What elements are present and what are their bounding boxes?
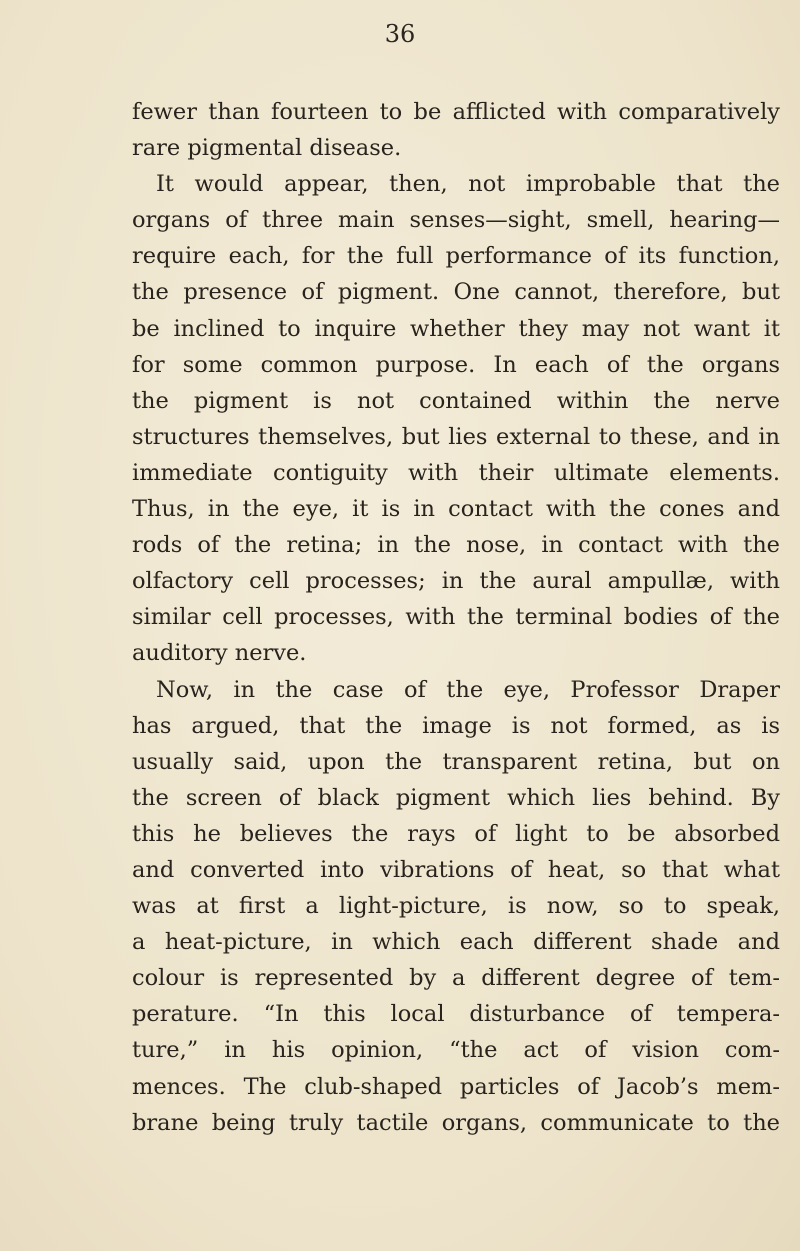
- text-line: olfactory cell processes; in the aural ampullæ, with: [132, 568, 780, 595]
- text-line: the screen of black pigment which lies behind. By: [132, 784, 780, 811]
- text-line: usually said, upon the transparent retina, but on: [132, 748, 780, 775]
- text-line: be inclined to inquire whether they may not want it: [132, 315, 780, 342]
- text-line: for some common purpose. In each of the organs: [132, 351, 780, 378]
- text-line: Thus, in the eye, it is in contact with the cones and: [132, 496, 780, 523]
- text-line: the pigment is not contained within the nerve: [132, 387, 780, 414]
- text-line: brane being truly tactile organs, communicate to the: [132, 1109, 780, 1136]
- text-line: auditory nerve.: [132, 640, 307, 667]
- text-line: require each, for the full performance of its function,: [132, 243, 780, 270]
- text-line: ture,” in his opinion, “the act of vision com-: [132, 1037, 780, 1064]
- page-number: 36: [384, 20, 416, 48]
- text-line: perature. “In this local disturbance of tempera-: [132, 1001, 780, 1028]
- text-line: immediate contiguity with their ultimate elements.: [132, 459, 780, 486]
- text-line: mences. The club-shaped particles of Jacob’s mem-: [132, 1073, 780, 1100]
- text-line: a heat-picture, in which each different shade and: [132, 929, 780, 956]
- body-text: [132, 94, 780, 1141]
- text-line: colour is represented by a different degree of tem-: [132, 965, 780, 992]
- text-line: rare pigmental disease.: [132, 135, 402, 162]
- text-line: this he believes the rays of light to be absorbed: [132, 820, 780, 847]
- text-line: has argued, that the image is not formed, as is: [132, 712, 780, 739]
- text-line: organs of three main senses—sight, smell, hearing—: [132, 207, 780, 234]
- text-line: Now, in the case of the eye, Professor Draper: [156, 676, 780, 703]
- text-line: structures themselves, but lies external to these, and in: [132, 423, 780, 450]
- text-line: rods of the retina; in the nose, in contact with the: [132, 532, 780, 559]
- text-line: It would appear, then, not improbable that the: [156, 171, 780, 198]
- text-line: and converted into vibrations of heat, so that what: [132, 856, 780, 883]
- text-line: fewer than fourteen to be afflicted with comparatively: [132, 99, 780, 125]
- text-line: the presence of pigment. One cannot, therefore, but: [132, 279, 780, 306]
- text-line: was at first a light-picture, is now, so to speak,: [132, 893, 780, 920]
- text-line: similar cell processes, with the terminal bodies of the: [132, 604, 780, 631]
